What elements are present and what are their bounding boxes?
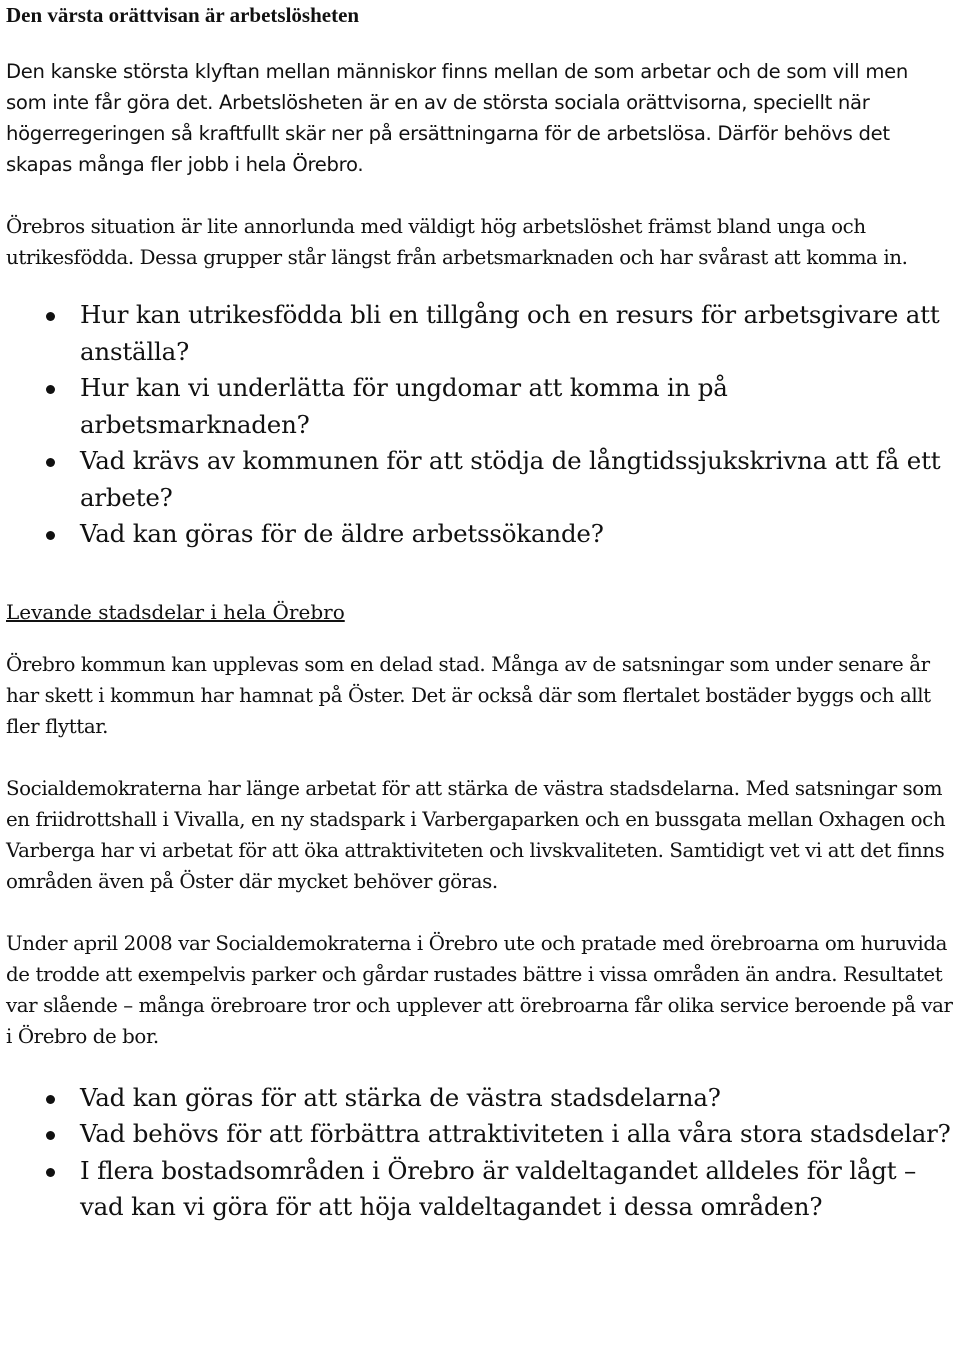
- spacer: [6, 1052, 954, 1080]
- section-heading-districts: Levande stadsdelar i hela Örebro: [6, 599, 345, 624]
- list-item: [6, 443, 954, 516]
- list-item: [6, 370, 954, 443]
- question-list-districts: [6, 1080, 954, 1226]
- section-heading-unemployment: Den värsta orättvisan är arbetslösheten: [6, 3, 360, 27]
- paragraph-orebro-situation: Örebros situation är lite annorlunda med väldigt hög arbetslöshet främst bland unga och utrikesfödda. Dessa grupper står längst från arbetsmarknaden och har svårast att komma in.: [6, 215, 908, 269]
- list-item: [6, 1080, 954, 1117]
- paragraph-divided-city: Örebro kommun kan upplevas som en delad stad. Många av de satsningar som under senare år har skett i kommun har hamnat på Öster. Det är också där som flertalet bostäder byggs och allt fler flyttar.: [6, 652, 931, 738]
- list-item: [6, 516, 954, 553]
- bullet-icon: [46, 1095, 55, 1104]
- list-item: [6, 297, 954, 370]
- question-text: Hur kan utrikesfödda bli en tillgång och en resurs för arbetsgivare att anställa?: [80, 300, 940, 366]
- spacer: [6, 742, 954, 773]
- list-item: [6, 1116, 954, 1153]
- paragraph-unemployment-intro: Den kanske största klyftan mellan människor finns mellan de som arbetar och de som vill men som inte får göra det. Arbetslösheten är en av de största sociala orättvisorna, speciellt när högerregeringen så kraftfullt skär ner på ersättningarna för de arbetslösa. Därför behövs det skapas många fler jobb i hela Örebro.: [6, 60, 908, 176]
- bullet-icon: [46, 1131, 55, 1140]
- spacer: [6, 180, 954, 211]
- question-text: Vad kan göras för de äldre arbetssökande?: [80, 519, 604, 548]
- spacer: [6, 897, 954, 928]
- question-list-unemployment: [6, 297, 954, 553]
- spacer: [6, 273, 954, 297]
- paragraph-april-2008: Under april 2008 var Socialdemokraterna i Örebro ute och pratade med örebroarna om huruvida de trodde att exempelvis parker och gårdar rustades bättre i vissa områden än andra. Resultatet var slående – många örebroare tror och upplever att örebroarna får olika service beroende på var i Örebro de bor.: [6, 931, 953, 1048]
- bullet-icon: [46, 458, 55, 467]
- question-text: Vad behövs för att förbättra attraktiviteten i alla våra stora stadsdelar?: [80, 1119, 951, 1148]
- spacer: [6, 627, 954, 649]
- bullet-icon: [46, 385, 55, 394]
- spacer: [6, 30, 954, 56]
- bullet-icon: [46, 1168, 55, 1177]
- bullet-icon: [46, 312, 55, 321]
- question-text: Vad kan göras för att stärka de västra stadsdelarna?: [80, 1082, 721, 1112]
- question-text: I flera bostadsområden i Örebro är valdeltagandet alldeles för lågt – vad kan vi göra för att höja valdeltagandet i dessa områden?: [80, 1155, 917, 1221]
- list-item: [6, 1153, 954, 1226]
- paragraph-western-districts: Socialdemokraterna har länge arbetat för att stärka de västra stadsdelarna. Med satsningar som en friidrottshall i Vivalla, en ny stadspark i Varbergaparken och en bussgata mellan Oxhagen och Varberga har vi arbetat för att öka attraktiviteten och livskvaliteten. Samtidigt vet vi att det finns områden även på Öster där mycket behöver göras.: [6, 776, 946, 893]
- question-text: Hur kan vi underlätta för ungdomar att komma in på arbetsmarknaden?: [80, 373, 728, 439]
- question-text: Vad krävs av kommunen för att stödja de långtidssjukskrivna att få ett arbete?: [80, 446, 941, 512]
- bullet-icon: [46, 531, 55, 540]
